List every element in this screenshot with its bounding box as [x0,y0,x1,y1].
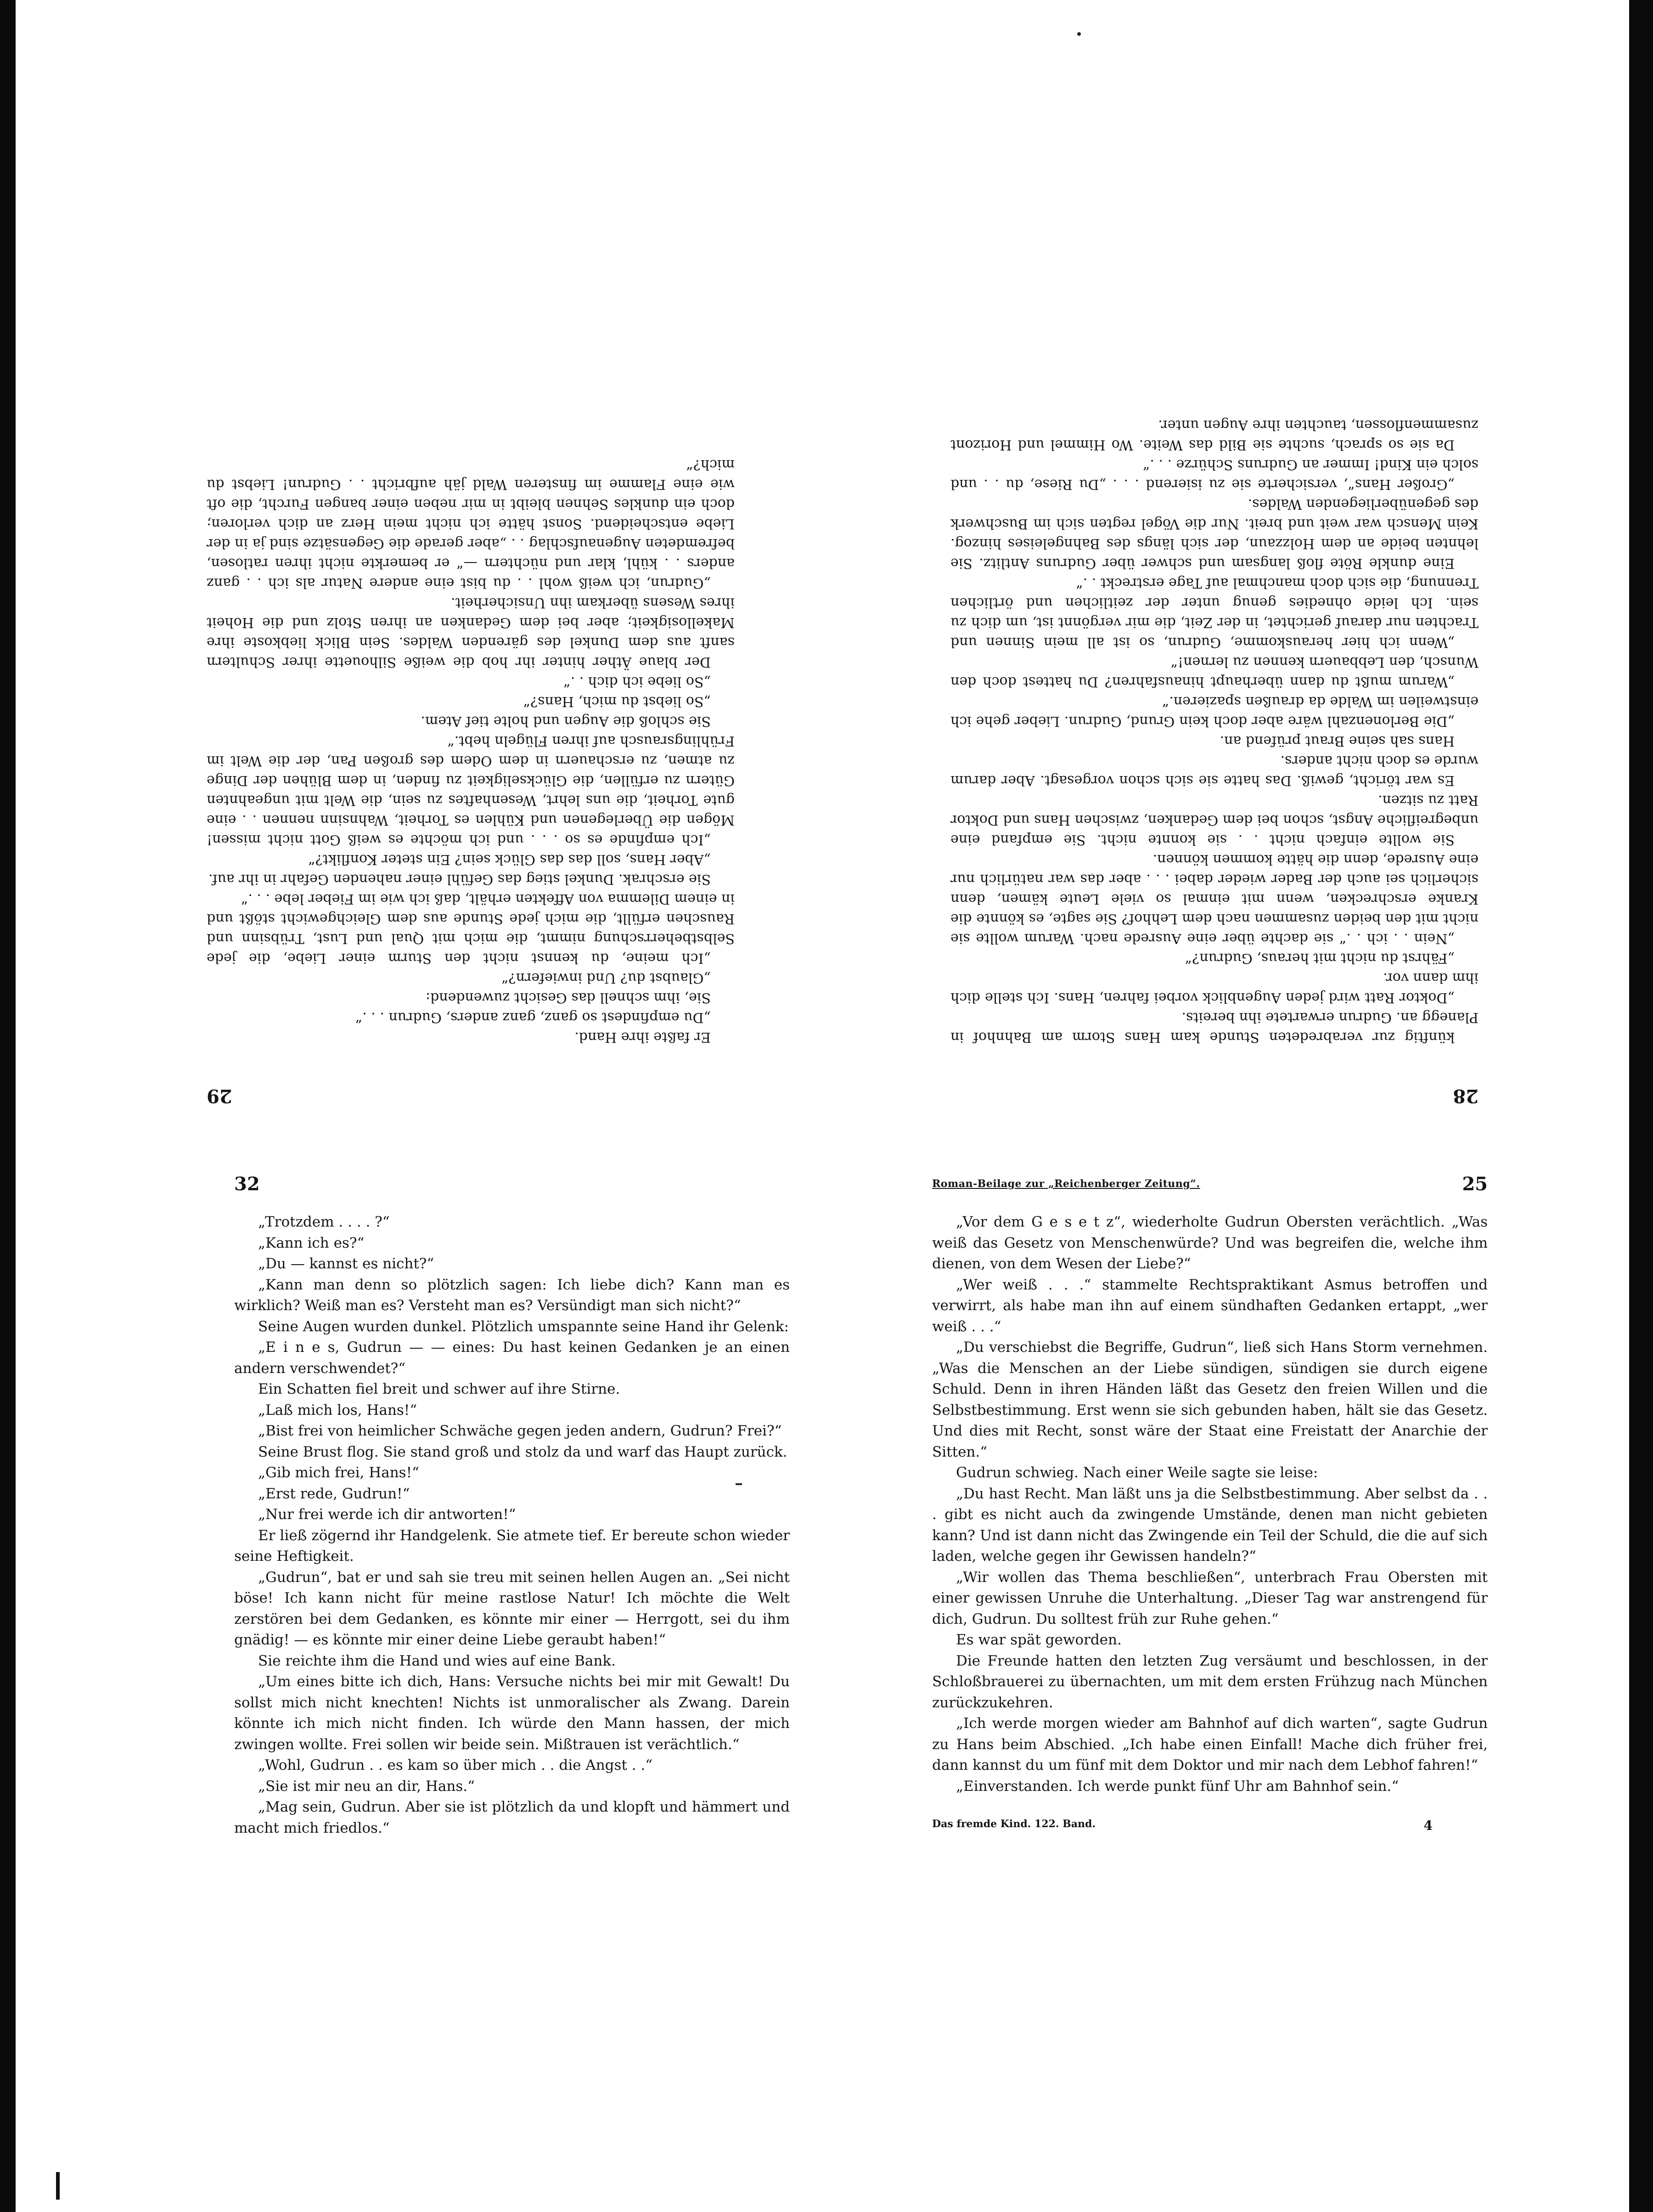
paragraph: „Wohl, Gudrun . . es kam so über mich . . die Angst . .“ [258,1757,653,1773]
paragraph: „Warum mußt du dann überhaupt hinausfahren? Du hattest doch den Wunsch, den Lebbauern kennen zu lernen!“ [950,654,1479,690]
paragraph: „So liebe ich dich . .“ [563,674,711,690]
paragraph: Seine Brust flog. Sie stand groß und stolz da und warf das Haupt zurück. [258,1443,787,1460]
page-number: 25 [1462,1173,1488,1195]
paragraph: „Wir wollen das Thema beschließen“, unterbrach Frau Obersten mit einer gewissen Unruhe die Unterhaltung. „Dieser Tag war anstrengend für dich, Gudrun. Du solltest früh zur Ruhe gehen.“ [932,1569,1488,1627]
paragraph: „Die Berlonenzahl wäre aber doch kein Grund, Gudrun. Lieber gehe ich einstweilen im Walde da draußen spazieren.“ [950,693,1479,729]
paragraph: Sie schloß die Augen und holte tief Atem. [421,713,711,729]
page-number: 32 [234,1173,260,1195]
page-footer [932,1818,1488,1836]
page-32 [234,1173,790,2142]
paragraph: „Ich werde morgen wieder am Bahnhof auf dich warten“, sagte Gudrun zu Hans beim Abschied. „Ich habe einen Einfall! Mache dich früher frei, dann kannst du um fünf mit dem Doktor und mir nach dem Lebhof fahren!“ [932,1715,1488,1773]
paragraph: „Kann ich es?“ [258,1234,365,1251]
paragraph: Er faßte ihre Hand. [574,1029,711,1045]
paragraph: „Du hast Recht. Man läßt uns ja die Selbstbestimmung. Aber selbst da . . . gibt es nicht auch da zwingende Umstände, denen man nicht gebieten kann? Und ist dann nicht das Zwingende ein Teil der Schuld, die die auf sich laden, welche gegen ihr Gewissen handeln?“ [932,1485,1488,1565]
paragraph: Er ließ zögernd ihr Handgelenk. Sie atmete tief. Er bereute schon wieder seine Heftigkeit. [234,1527,790,1565]
page-text [207,455,735,1047]
sheet-number: 4 [1423,1818,1433,1833]
paragraph: „Doktor Ratt wird jeden Augenblick vorbei fahren, Hans. Ich stelle dich ihm dann vor. [950,970,1479,1006]
paragraph: Es war töricht, gewiß. Das hatte sie sich schon vorgesagt. Aber darum wurde es doch nicht anders. [950,753,1479,788]
paragraph: Sie wollte einfach nicht . . sie konnte nicht. Sie empfand eine unbegreifliche Angst, schon bei dem Gedanken, zwischen Hans und Doktor Ratt zu sitzen. [950,792,1479,848]
paragraph: „Wenn ich hier herauskomme, Gudrun, so ist all mein Sinnen und Trachten nur darauf gerichtet, in der Zeit, die mir vergönnt ist, um dich zu sein. Ich leide ohnedies genug unter der zeitlichen und örtlichen Trennung, die sich doch manchmal auf Tage erstreckt . .“ [950,575,1479,650]
scan-border-right [1629,0,1653,2212]
paragraph: „Glaubst du? Und inwiefern?“ [501,970,711,986]
paragraph: Sie, ihm schnell das Gesicht zuwendend: [425,990,711,1006]
scan-border-left [0,0,16,2212]
paragraph: „E i n e s, Gudrun — — eines: Du hast keinen Gedanken je an einen andern verschwendet?“ [234,1339,790,1377]
paragraph: Ein Schatten fiel breit und schwer auf ihre Stirne. [258,1381,620,1397]
signature-line: Das fremde Kind. 122. Band. [932,1818,1096,1830]
running-header-title: Roman-Beilage zur „Reichenberger Zeitung“. [932,1178,1200,1190]
paragraph: künftig zur verabredeten Stunde kam Hans Storm am Bahnhof in Planegg an. Gudrun erwartete ihn bereits. [950,1009,1479,1045]
paragraph: Die Freunde hatten den letzten Zug versäumt und beschlossen, in der Schloßbrauerei zu übernachten, um mit dem ersten Frühzug nach München zurückzukehren. [932,1652,1488,1711]
paragraph: Sie reichte ihm die Hand und wies auf eine Bank. [258,1652,616,1669]
paragraph: „Nein . . ich . .“ sie dachte über eine Ausrede nach. Warum wollte sie nicht mit den beiden zusammen nach dem Lehhof? Sie sagte, es könnte die Kranke erschrecken, wenn mit einmal so viele Leute kämen, denn sicherlich sei auch der Bader wieder dabei . . . aber das war natürlich nur eine Ausrede, denn die hätte kommen können. [950,851,1479,946]
paragraph: „Du verschiebst die Begriffe, Gudrun“, ließ sich Hans Storm vernehmen. „Was die Menschen an der Liebe sündigen, sündigen sie durch eigene Schuld. Denn in ihren Händen läßt das Gesetz den freien Willen und die Selbstbestimmung. Erst wenn sie sich gebunden haben, hält sie das Gesetz. Und dies mit Recht, sonst wäre der Staat eine Freistatt der Anarchie der Sitten.“ [932,1339,1488,1460]
paragraph: „Trotzdem . . . . ?“ [258,1214,390,1230]
paragraph: Seine Augen wurden dunkel. Plötzlich umspannte seine Hand ihr Gelenk: [258,1318,789,1335]
paragraph: „Fährst du nicht mit heraus, Gudrun?“ [1185,950,1455,966]
paragraph: „Wer weiß . . .“ stammelte Rechtspraktikant Asmus betroffen und verwirrt, als habe man ihn auf einem sündhaften Gedanken ertappt, „wer weiß . . .“ [932,1276,1488,1335]
paragraph: „Gudrun, ich weiß wohl . . du bist eine andere Natur als ich . . ganz anders . . kühl, klar und nüchtern —“ er bemerkte nicht ihren ratlosen, befremdeten Augenaufschlag . . „aber gerade die Gegensätze sind ja in der Liebe entscheidend. Sonst hätte ich nicht mein Herz an dich verloren; doch ein dunkles Sehnen bleibt in mir neben einer bangen Furcht, die oft wie eine Flamme im finsteren Wald jäh aufbricht . . Gudrun! Liebst du mich?“ [207,456,735,591]
paragraph: „Kann man denn so plötzlich sagen: Ich liebe dich? Kann man es wirklich? Weiß man es? Versteht man es? Versündigt man sich nicht?“ [234,1276,790,1314]
page-25 [932,1173,1488,2142]
page-28-upside-down [950,32,1479,1107]
paragraph: Der blaue Äther hinter ihr hob die weiße Silhouette ihrer Schultern sanft aus dem Dunkel des gärenden Waldes. Sein Blick liebkoste ihre Makellosigkeit; aber bei dem Gedanken an ihren Stolz und die Hoheit ihres Wesens überkam ihn Unsicherheit. [207,595,735,670]
paragraph: „Bist frei von heimlicher Schwäche gegen jeden andern, Gudrun? Frei?“ [258,1423,782,1439]
paragraph: „Gib mich frei, Hans!“ [258,1464,419,1481]
paragraph: Hans sah seine Braut prüfend an. [1220,733,1455,749]
paragraph: „Einverstanden. Ich werde punkt fünf Uhr am Bahnhof sein.“ [956,1778,1399,1795]
page-number: 28 [1453,1085,1479,1107]
page-29-upside-down [207,32,735,1107]
page-number: 29 [207,1085,232,1107]
paragraph: „Erst rede, Gudrun!“ [258,1485,410,1502]
page-header [932,1173,1488,1199]
paragraph: „Laß mich los, Hans!“ [258,1401,417,1418]
page-text [950,415,1479,1047]
paragraph: „Großer Hans“, versicherte sie zu isierend . . . „Du Riese, du . . und solch ein Kind! Immer an Gudruns Schürze . . .“ [950,456,1479,492]
scan-corner-mark [56,2172,60,2200]
paragraph: Es war spät geworden. [956,1632,1122,1648]
paragraph: „Ich empfinde es so . . . und ich möchte es weiß Gott nicht missen! Mögen die Überlegenen und Kühlen es Torheit, Wahnsinn nennen . . eine gute Torheit, die uns lehrt, Wesenhaftes zu sein, die Welt mit ungeahnten Gütern zu erfüllen, die Glückseligkeit zu finden, in dem Blühen der Dinge zu atmen, zu erschauern in dem Odem des großen Pan, der die Welt im Frühlingsrausch auf ihren Flügeln hebt.“ [207,733,735,848]
paragraph: „Du — kannst es nicht?“ [258,1255,434,1272]
paragraph: „Nur frei werde ich dir antworten!“ [258,1506,516,1523]
paragraph: Eine dunkle Röte floß langsam und schwer über Gudruns Antlitz. Sie lehnten beide an dem Holzzaun, der sich längs des Bahngeleises hinzog. Kein Mensch war weit und breit. Nur die Vögel regten sich im Buschwerk des gegenüberliegenden Waldes. [950,496,1479,571]
paragraph: „Um eines bitte ich dich, Hans: Versuche nichts bei mir mit Gewalt! Du sollst mich nicht knechten! Nichts ist unmoralischer als Zwang. Darein könnte ich mich nicht finden. Ich würde den Mann hassen, der mich zwingen wollte. Frei sollen wir beide sein. Mißtrauen ist verächtlich.“ [234,1673,790,1753]
paragraph: Sie erschrak. Dunkel stieg das Gefühl einer nahenden Gefahr in ihr auf. [208,871,711,887]
page-header [234,1173,790,1199]
paragraph: „Sie ist mir neu an dir, Hans.“ [258,1778,475,1795]
paragraph: „So liebst du mich, Hans?“ [523,693,711,709]
paragraph: „Gudrun“, bat er und sah sie treu mit seinen hellen Augen an. „Sei nicht böse! Ich kann nicht für meine rastlose Natur! Ich möchte die Welt zerstören bei dem Gedanken, es könnte mir einer — Herrgott, sei du ihm gnädig! — es könnte mir einer deine Liebe geraubt haben!“ [234,1569,790,1648]
page-text [932,1212,1488,1797]
paragraph: Gudrun schwieg. Nach einer Weile sagte sie leise: [956,1464,1318,1481]
paragraph: „Aber Hans, soll das das Glück sein? Ein steter Konflikt?“ [308,851,711,867]
paragraph: „Mag sein, Gudrun. Aber sie ist plötzlich da und klopft und hämmert und macht mich friedlos.“ [234,1799,790,1836]
paragraph: Da sie so sprach, suchte sie Bild das Weite. Wo Himmel und Horizont zusammenflossen, tauchten ihre Augen unter. [950,417,1479,453]
page-text [234,1212,790,1839]
paragraph: „Ich meine, du kennst nicht den Sturm einer Liebe, die jede Selbstbeherrschung nimmt, die mich mit Qual und Lust, Trübsinn und Rauschen erfüllt, die mich jede Stunde aus dem Gleichgewicht stößt und in einem Dilemma von Affekten erhält, daß ich wie im Fieber lebe . . .“ [207,891,735,966]
paragraph: „Vor dem G e s e t z“, wiederholte Gudrun Obersten verächtlich. „Was weiß das Gesetz von Menschenwürde? Und was begreifen die, welche ihm dienen, von dem Wesen der Liebe?“ [932,1214,1488,1272]
paragraph: „Du empfindest so ganz, ganz anders, Gudrun . . .“ [355,1009,711,1025]
